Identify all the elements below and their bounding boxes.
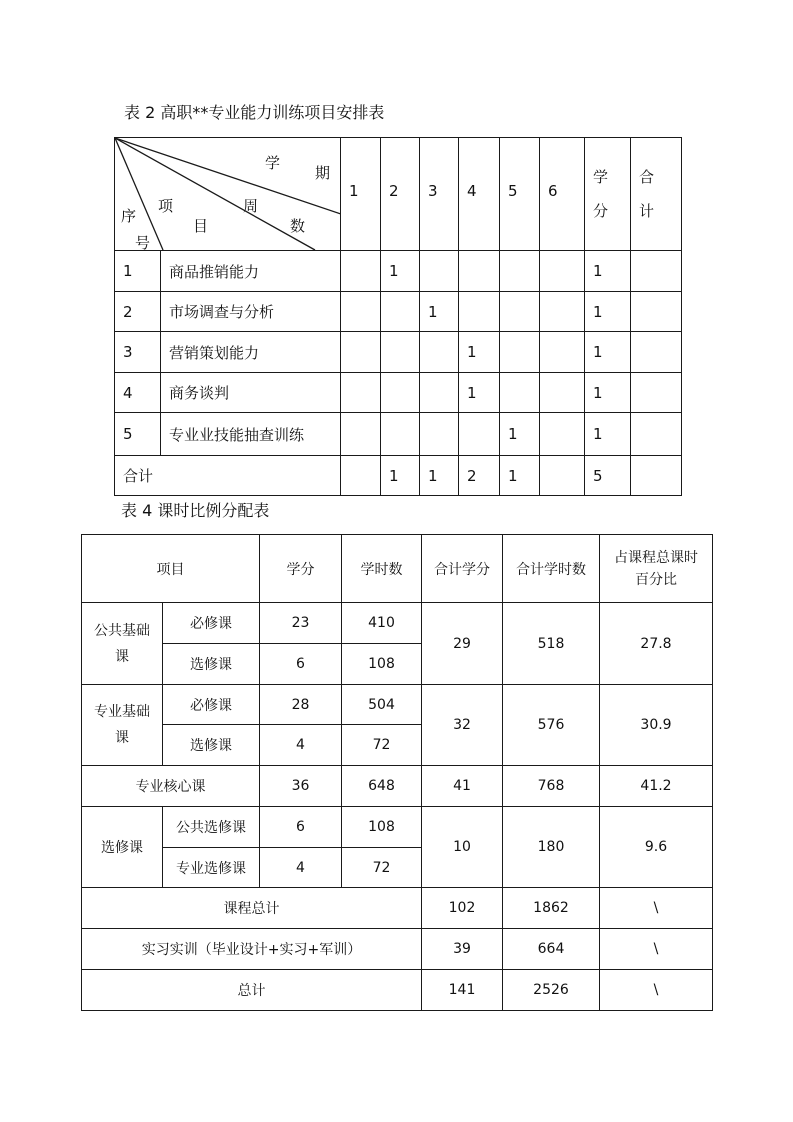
table-row bbox=[82, 970, 713, 1011]
table-row bbox=[82, 807, 713, 848]
row-term: 1 bbox=[500, 413, 540, 456]
row-name: 商务谈判 bbox=[161, 373, 341, 413]
row-term bbox=[459, 413, 500, 456]
sum-term bbox=[341, 456, 381, 496]
hours-ratio-table bbox=[81, 534, 713, 1011]
major-basic-label-line1: 专业基础 bbox=[94, 704, 150, 720]
sum-credit-header: 合计学分 bbox=[422, 535, 503, 603]
sum-term: 1 bbox=[381, 456, 420, 496]
sum-hours-header: 合计学时数 bbox=[503, 535, 600, 603]
row-term bbox=[420, 251, 459, 292]
credit-cell: 6 bbox=[260, 644, 342, 685]
major-core-label: 专业核心课 bbox=[82, 766, 260, 807]
credit-header bbox=[585, 138, 631, 251]
training-schedule-table bbox=[114, 137, 682, 496]
row-total bbox=[631, 251, 682, 292]
credit-cell: 23 bbox=[260, 603, 342, 644]
header-zhou: 周 bbox=[243, 197, 259, 215]
header-xiang: 项 bbox=[158, 197, 174, 215]
header-qi: 期 bbox=[315, 164, 331, 182]
term-3-header: 3 bbox=[420, 138, 459, 251]
hours-cell: 410 bbox=[342, 603, 422, 644]
grand-total-label: 总计 bbox=[82, 970, 422, 1011]
row-term bbox=[500, 373, 540, 413]
row-no: 1 bbox=[115, 251, 161, 292]
row-total bbox=[631, 332, 682, 373]
course-type: 选修课 bbox=[163, 725, 260, 766]
credit-header-a: 学 bbox=[593, 168, 609, 186]
sum-term bbox=[540, 456, 585, 496]
major-basic-label-line2: 课 bbox=[115, 730, 129, 746]
table-row bbox=[115, 251, 682, 292]
row-name: 市场调查与分析 bbox=[161, 292, 341, 332]
term-2-header: 2 bbox=[381, 138, 420, 251]
row-term bbox=[341, 373, 381, 413]
hours-header: 学时数 bbox=[342, 535, 422, 603]
row-term bbox=[500, 332, 540, 373]
table-row bbox=[82, 685, 713, 725]
table-row bbox=[115, 413, 682, 456]
percent-cell: 30.9 bbox=[600, 685, 713, 766]
sum-credit-cell: 32 bbox=[422, 685, 503, 766]
table-row bbox=[82, 603, 713, 644]
table2-caption: 表 2 高职**专业能力训练项目安排表 bbox=[124, 103, 385, 122]
row-credit: 1 bbox=[585, 332, 631, 373]
term-4-header: 4 bbox=[459, 138, 500, 251]
row-term bbox=[341, 292, 381, 332]
sum-hours-cell: 2526 bbox=[503, 970, 600, 1011]
row-term bbox=[459, 292, 500, 332]
row-term bbox=[341, 332, 381, 373]
public-basic-label-line1: 公共基础 bbox=[94, 622, 150, 639]
header-xu: 序 bbox=[121, 207, 137, 225]
course-type: 必修课 bbox=[163, 685, 260, 725]
credit-header-b: 分 bbox=[593, 202, 609, 220]
sum-hours-cell: 180 bbox=[503, 807, 600, 888]
sum-hours-cell: 664 bbox=[503, 929, 600, 970]
row-term bbox=[540, 413, 585, 456]
sum-credit-cell: 102 bbox=[422, 888, 503, 929]
row-term bbox=[459, 251, 500, 292]
row-total bbox=[631, 292, 682, 332]
row-term: 1 bbox=[381, 251, 420, 292]
row-term bbox=[420, 373, 459, 413]
row-term bbox=[381, 292, 420, 332]
credit-cell: 36 bbox=[260, 766, 342, 807]
row-credit: 1 bbox=[585, 251, 631, 292]
row-term bbox=[500, 251, 540, 292]
header-hao: 号 bbox=[135, 234, 151, 252]
row-total bbox=[631, 373, 682, 413]
credit-cell: 4 bbox=[260, 848, 342, 888]
percent-header-line2: 百分比 bbox=[635, 571, 677, 588]
row-credit: 1 bbox=[585, 413, 631, 456]
header-xue: 学 bbox=[265, 154, 281, 172]
hours-cell: 504 bbox=[342, 685, 422, 725]
sum-credit-cell: 29 bbox=[422, 603, 503, 685]
public-basic-label bbox=[82, 603, 163, 685]
row-no: 5 bbox=[115, 413, 161, 456]
percent-header-line1: 占课程总课时 bbox=[614, 549, 698, 566]
sum-row bbox=[115, 456, 682, 496]
table4-caption: 表 4 课时比例分配表 bbox=[121, 501, 270, 520]
row-term: 1 bbox=[459, 373, 500, 413]
course-total-label: 课程总计 bbox=[82, 888, 422, 929]
sum-term: 1 bbox=[500, 456, 540, 496]
total-header-b: 计 bbox=[639, 202, 655, 220]
row-name: 专业业技能抽查训练 bbox=[161, 413, 341, 456]
course-type: 公共选修课 bbox=[163, 807, 260, 848]
term-5-header: 5 bbox=[500, 138, 540, 251]
credit-header: 学分 bbox=[260, 535, 342, 603]
row-term bbox=[540, 332, 585, 373]
row-term: 1 bbox=[420, 292, 459, 332]
electives-label: 选修课 bbox=[82, 807, 163, 888]
row-term bbox=[381, 332, 420, 373]
row-term bbox=[540, 373, 585, 413]
sum-total bbox=[631, 456, 682, 496]
row-term bbox=[381, 413, 420, 456]
row-term bbox=[540, 251, 585, 292]
total-header-a: 合 bbox=[639, 168, 655, 186]
row-credit: 1 bbox=[585, 292, 631, 332]
percent-cell: 41.2 bbox=[600, 766, 713, 807]
credit-cell: 28 bbox=[260, 685, 342, 725]
row-total bbox=[631, 413, 682, 456]
row-term bbox=[341, 413, 381, 456]
table-row bbox=[82, 888, 713, 929]
header-shu: 数 bbox=[290, 217, 306, 235]
sum-term: 1 bbox=[420, 456, 459, 496]
hours-cell: 648 bbox=[342, 766, 422, 807]
row-term bbox=[420, 413, 459, 456]
course-type: 选修课 bbox=[163, 644, 260, 685]
row-name: 营销策划能力 bbox=[161, 332, 341, 373]
sum-hours-cell: 1862 bbox=[503, 888, 600, 929]
hours-cell: 108 bbox=[342, 644, 422, 685]
term-1-header: 1 bbox=[341, 138, 381, 251]
percent-cell: 9.6 bbox=[600, 807, 713, 888]
sum-term: 2 bbox=[459, 456, 500, 496]
sum-hours-cell: 576 bbox=[503, 685, 600, 766]
hours-cell: 108 bbox=[342, 807, 422, 848]
row-credit: 1 bbox=[585, 373, 631, 413]
diagonal-header-cell bbox=[115, 138, 341, 251]
table-row bbox=[115, 332, 682, 373]
credit-cell: 6 bbox=[260, 807, 342, 848]
row-term bbox=[500, 292, 540, 332]
practice-label: 实习实训（毕业设计+实习+军训） bbox=[82, 929, 422, 970]
hours-cell: 72 bbox=[342, 725, 422, 766]
percent-cell: \ bbox=[600, 970, 713, 1011]
percent-cell: \ bbox=[600, 888, 713, 929]
item-header: 项目 bbox=[82, 535, 260, 603]
sum-hours-cell: 518 bbox=[503, 603, 600, 685]
term-6-header: 6 bbox=[540, 138, 585, 251]
sum-credit-cell: 41 bbox=[422, 766, 503, 807]
course-type: 专业选修课 bbox=[163, 848, 260, 888]
table-row bbox=[115, 373, 682, 413]
percent-header bbox=[600, 535, 713, 603]
row-term: 1 bbox=[459, 332, 500, 373]
total-header bbox=[631, 138, 682, 251]
course-type: 必修课 bbox=[163, 603, 260, 644]
row-term bbox=[540, 292, 585, 332]
hours-cell: 72 bbox=[342, 848, 422, 888]
sum-credit-cell: 10 bbox=[422, 807, 503, 888]
row-no: 2 bbox=[115, 292, 161, 332]
sum-credit: 5 bbox=[585, 456, 631, 496]
sum-credit-cell: 39 bbox=[422, 929, 503, 970]
table-row bbox=[82, 766, 713, 807]
row-no: 4 bbox=[115, 373, 161, 413]
row-no: 3 bbox=[115, 332, 161, 373]
row-term bbox=[341, 251, 381, 292]
major-basic-label bbox=[82, 685, 163, 766]
credit-cell: 4 bbox=[260, 725, 342, 766]
table-row bbox=[82, 929, 713, 970]
sum-hours-cell: 768 bbox=[503, 766, 600, 807]
percent-cell: 27.8 bbox=[600, 603, 713, 685]
public-basic-label-line2: 课 bbox=[115, 648, 129, 665]
row-term bbox=[420, 332, 459, 373]
row-term bbox=[381, 373, 420, 413]
header-mu: 目 bbox=[193, 217, 209, 235]
sum-label: 合计 bbox=[115, 456, 341, 496]
sum-credit-cell: 141 bbox=[422, 970, 503, 1011]
table-row bbox=[115, 292, 682, 332]
percent-cell: \ bbox=[600, 929, 713, 970]
row-name: 商品推销能力 bbox=[161, 251, 341, 292]
